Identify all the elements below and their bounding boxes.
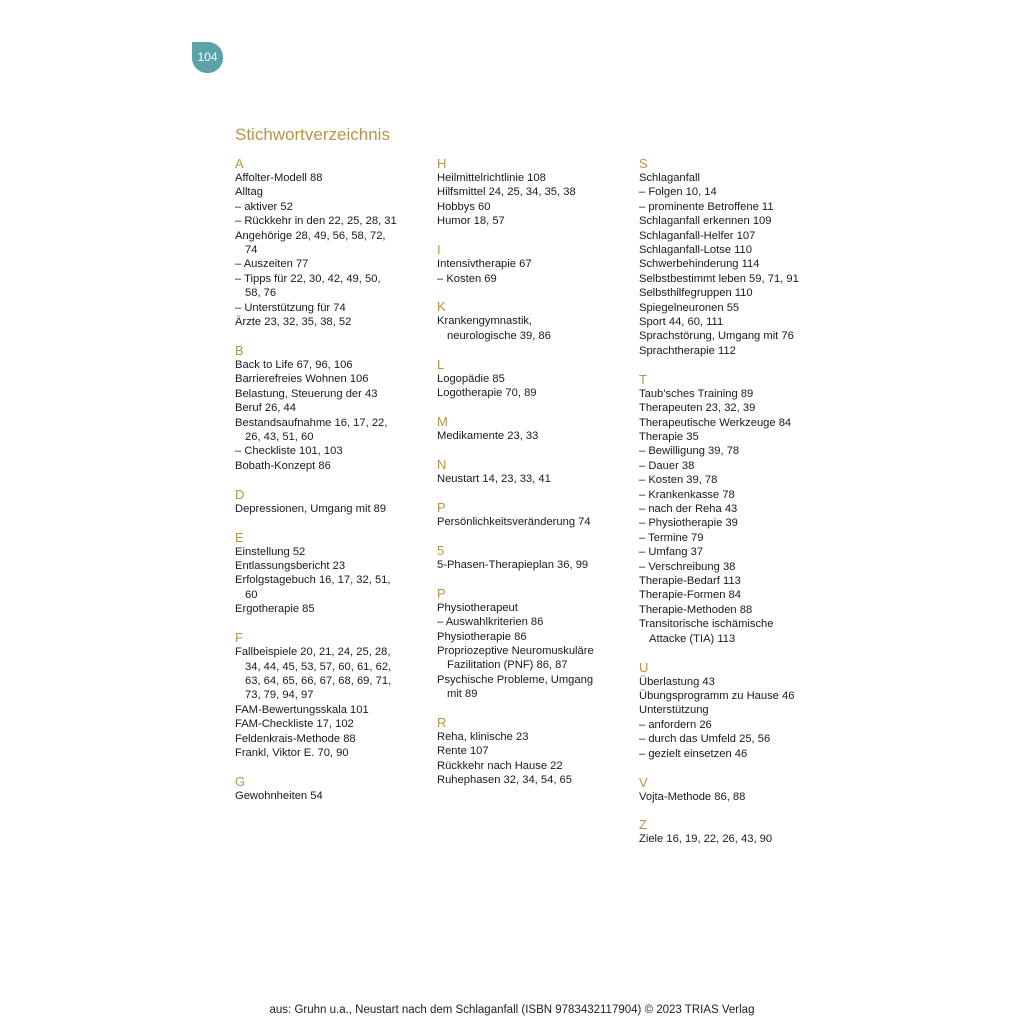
index-entry: Unterstützung [639, 704, 709, 717]
index-entry: 26, 43, 51, 60 [245, 431, 314, 443]
index-column-2 [437, 156, 632, 801]
index-section [437, 299, 632, 343]
index-entry: – gezielt einsetzen 46 [639, 747, 748, 760]
index-entry: Reha, klinische 23 [437, 731, 529, 744]
page-number-badge: 104 [192, 42, 223, 73]
index-section [639, 660, 839, 761]
index-entry: 58, 76 [245, 287, 277, 300]
index-section [437, 500, 632, 529]
section-letter: M [437, 414, 448, 430]
index-entry: Transitorische ischämische [639, 618, 774, 631]
index-section [235, 530, 425, 617]
index-entry: – Kosten 69 [437, 272, 497, 285]
index-entry: Ergotherapie 85 [235, 603, 315, 616]
index-section [639, 817, 839, 846]
index-entry: Ruhephasen 32, 34, 54, 65 [437, 774, 572, 787]
source-footer: aus: Gruhn u.a., Neustart nach dem Schlaganfall (ISBN 9783432117904) © 2023 TRIAS Verlag [269, 1004, 755, 1016]
index-entry: Therapie 35 [639, 431, 699, 443]
index-entry: Bobath-Konzept 86 [235, 459, 331, 472]
section-letter: L [437, 356, 445, 372]
index-entry: Hilfsmittel 24, 25, 34, 35, 38 [437, 186, 576, 199]
index-entry: Depressionen, Umgang mit 89 [235, 502, 387, 515]
index-entry: Taub’sches Training 89 [639, 387, 754, 400]
index-section [235, 343, 425, 473]
index-entry: – Tipps für 22, 30, 42, 49, 50, [235, 272, 381, 285]
index-entry: Rückkehr nach Hause 22 [437, 759, 563, 772]
index-entry: Schlaganfall-Lotse 110 [639, 244, 752, 257]
index-section [437, 242, 632, 286]
index-entry: Physiotherapeut [437, 601, 518, 614]
index-entry: Therapeuten 23, 32, 39 [639, 402, 756, 415]
index-entry: Frankl, Viktor E. 70, 90 [235, 747, 349, 759]
index-entry: Therapie-Bedarf 113 [639, 575, 741, 588]
section-letter: P [437, 585, 446, 601]
index-entry: Hobbys 60 [437, 200, 491, 213]
index-entry: Barrierefreies Wohnen 106 [235, 373, 369, 386]
section-letter: H [437, 156, 447, 171]
index-entry: – Dauer 38 [639, 459, 695, 472]
section-letter: V [639, 774, 648, 790]
index-entry: Neustart 14, 23, 33, 41 [437, 472, 551, 485]
index-entry: Logopädie 85 [437, 372, 505, 385]
index-entry: Affolter-Modell 88 [235, 172, 323, 184]
index-entry: Vojta-Methode 86, 88 [639, 790, 746, 803]
section-letter: B [235, 342, 244, 358]
section-letter: D [235, 486, 245, 502]
index-column-3 [639, 156, 839, 860]
index-entry: – Auswahlkriterien 86 [437, 616, 544, 629]
index-entry: – Verschreibung 38 [639, 560, 736, 573]
index-entry: Medikamente 23, 33 [437, 430, 539, 443]
index-entry: FAM-Bewertungsskala 101 [235, 703, 369, 716]
section-letter: T [639, 371, 647, 387]
index-entry: mit 89 [447, 688, 478, 701]
index-entry: Feldenkrais-Methode 88 [235, 732, 356, 745]
index-entry: Erfolgstagebuch 16, 17, 32, 51, [235, 574, 391, 587]
index-entry: Fallbeispiele 20, 21, 24, 25, 28, [235, 646, 391, 659]
index-entry: – Kosten 39, 78 [639, 474, 718, 487]
section-letter: U [639, 659, 649, 675]
index-section [235, 774, 425, 803]
index-entry: Rente 107 [437, 745, 489, 758]
index-section [437, 715, 632, 788]
index-column-1 [235, 156, 425, 817]
index-entry: Intensivtherapie 67 [437, 258, 532, 271]
index-entry: Propriozeptive Neuromuskuläre [437, 644, 594, 657]
section-letter: A [235, 156, 244, 171]
section-letter: 5 [437, 542, 445, 558]
section-letter: I [437, 242, 441, 258]
index-entry: – Folgen 10, 14 [639, 186, 717, 199]
index-entry: Angehörige 28, 49, 56, 58, 72, [235, 229, 386, 242]
index-section [639, 156, 839, 358]
index-entry: Ziele 16, 19, 22, 26, 43, 90 [639, 833, 773, 846]
index-entry: – Unterstützung für 74 [235, 301, 346, 314]
index-section [235, 156, 425, 329]
index-entry: Bestandsaufnahme 16, 17, 22, [235, 416, 388, 429]
index-entry: – Auszeiten 77 [235, 258, 309, 271]
index-entry: 74 [245, 244, 258, 257]
index-entry: Therapie-Methoden 88 [639, 603, 753, 616]
index-entry: Krankengymnastik, [437, 315, 533, 328]
section-letter: P [437, 499, 446, 515]
index-entry: neurologische 39, 86 [447, 329, 551, 342]
index-entry: Heilmittelrichtlinie 108 [437, 172, 546, 184]
index-entry: Sprachstörung, Umgang mit 76 [639, 330, 794, 343]
section-letter: F [235, 630, 243, 646]
index-entry: 60 [245, 588, 258, 601]
section-letter: K [437, 299, 446, 315]
index-section [437, 357, 632, 401]
index-section [437, 156, 632, 229]
index-entry: Selbsthilfegruppen 110 [639, 287, 753, 300]
index-section [639, 372, 839, 646]
index-entry: Gewohnheiten 54 [235, 789, 323, 802]
index-entry: Sprachtherapie 112 [639, 344, 736, 357]
index-entry: Humor 18, 57 [437, 215, 505, 228]
index-entry: Belastung, Steuerung der 43 [235, 387, 378, 400]
index-entry: – Krankenkasse 78 [639, 488, 735, 501]
index-section [437, 543, 632, 572]
section-letter: E [235, 529, 244, 545]
index-entry: Einstellung 52 [235, 545, 306, 558]
index-entry: Psychische Probleme, Umgang [437, 673, 594, 686]
index-entry: Back to Life 67, 96, 106 [235, 358, 353, 371]
index-entry: Physiotherapie 86 [437, 630, 527, 643]
index-section [235, 630, 425, 760]
index-entry: Spiegelneuronen 55 [639, 301, 740, 314]
index-section [639, 775, 839, 804]
index-entry: Selbstbestimmt leben 59, 71, 91 [639, 272, 799, 285]
index-section [437, 586, 632, 702]
index-entry: Ärzte 23, 32, 35, 38, 52 [235, 316, 352, 329]
section-letter: Z [639, 817, 647, 833]
index-entry: – Checkliste 101, 103 [235, 445, 343, 458]
page-title: Stichwortverzeichnis [235, 125, 390, 144]
index-entry: – Physiotherapie 39 [639, 517, 738, 530]
index-entry: – prominente Betroffene 11 [639, 200, 774, 213]
index-entry: 73, 79, 94, 97 [245, 689, 314, 702]
index-section [437, 414, 632, 443]
index-section [437, 457, 632, 486]
index-entry: Entlassungsbericht 23 [235, 560, 346, 573]
section-letter: S [639, 156, 648, 171]
section-letter: G [235, 773, 246, 789]
index-entry: Schlaganfall-Helfer 107 [639, 229, 756, 242]
index-entry: Persönlichkeitsveränderung 74 [437, 515, 591, 528]
index-entry: Logotherapie 70, 89 [437, 387, 537, 400]
index-entry: Schwerbehinderung 114 [639, 258, 760, 271]
index-entry: Alltag [235, 186, 263, 199]
index-entry: – Termine 79 [639, 531, 704, 544]
index-entry: 5-Phasen-Therapieplan 36, 99 [437, 558, 589, 571]
index-entry: Beruf 26, 44 [235, 402, 296, 415]
index-entry: 63, 64, 65, 66, 67, 68, 69, 71, [245, 674, 392, 687]
index-entry: – nach der Reha 43 [639, 503, 738, 516]
index-entry: – Rückkehr in den 22, 25, 28, 31 [235, 215, 397, 228]
index-entry: Übungsprogramm zu Hause 46 [639, 690, 795, 702]
index-entry: 34, 44, 45, 53, 57, 60, 61, 62, [245, 660, 392, 673]
index-entry: Attacke (TIA) 113 [649, 632, 736, 645]
index-entry: Schlaganfall erkennen 109 [639, 215, 772, 228]
index-section [235, 487, 425, 516]
index-entry: Sport 44, 60, 111 [639, 316, 724, 329]
index-entry: – durch das Umfeld 25, 56 [639, 733, 771, 746]
index-entry: FAM-Checkliste 17, 102 [235, 718, 354, 731]
index-entry: Überlastung 43 [639, 675, 715, 688]
index-entry: – Bewilligung 39, 78 [639, 445, 740, 458]
section-letter: R [437, 715, 447, 731]
index-entry: Therapie-Formen 84 [639, 589, 741, 602]
index-entry: Schlaganfall [639, 172, 700, 184]
index-entry: Fazilitation (PNF) 86, 87 [447, 659, 568, 672]
section-letter: N [437, 456, 447, 472]
index-entry: – anfordern 26 [639, 718, 712, 731]
index-entry: – aktiver 52 [235, 200, 293, 213]
index-entry: Therapeutische Werkzeuge 84 [639, 416, 792, 429]
index-entry: – Umfang 37 [639, 546, 704, 559]
